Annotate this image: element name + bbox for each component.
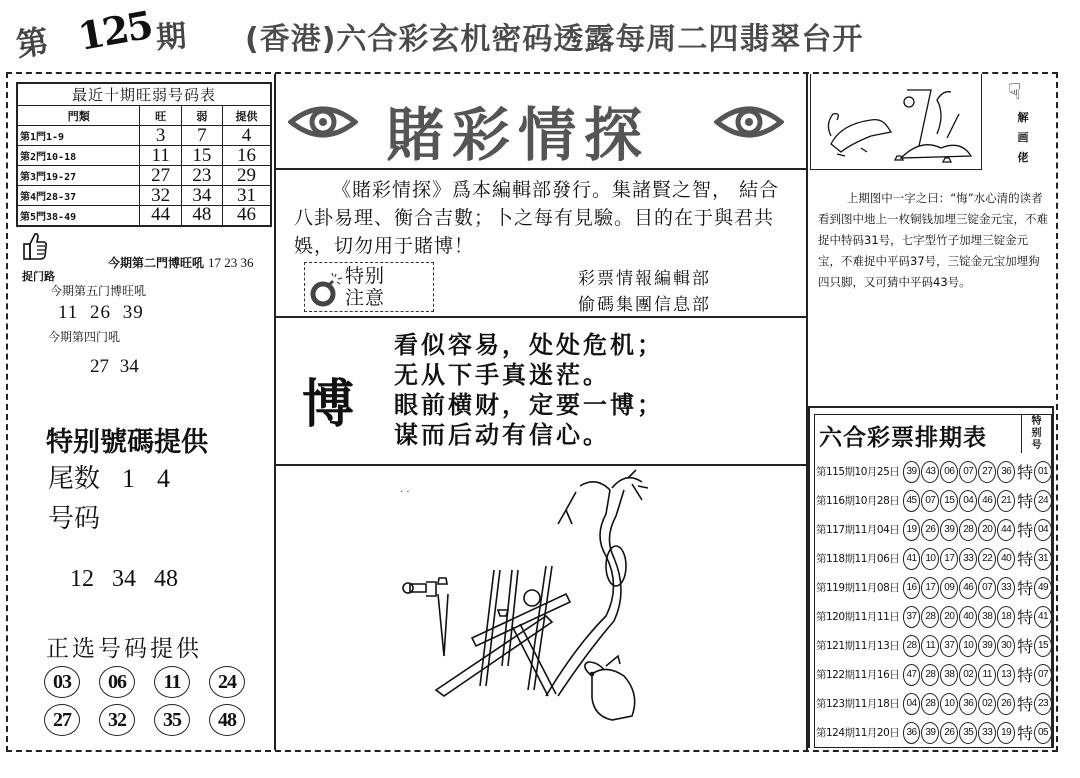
draw-ball: 26 <box>940 722 958 744</box>
page-header <box>0 0 1080 65</box>
draw-ball: 46 <box>978 490 996 512</box>
draw-ball: 19 <box>903 519 921 541</box>
pick-number: 35 <box>154 704 190 736</box>
draw-ball: 28 <box>921 606 939 628</box>
draw-ball: 19 <box>997 722 1015 744</box>
draw-ball: 28 <box>921 693 939 715</box>
special-marker: 特 <box>1017 463 1034 482</box>
draw-date: 第116期10月28日 <box>816 495 900 507</box>
draw-ball: 37 <box>903 606 921 628</box>
draw-ball: 26 <box>997 693 1015 715</box>
door-cell: 第1門1-9 <box>17 126 140 146</box>
door2-numbers: 17 23 36 <box>208 255 254 270</box>
draw-ball: 18 <box>997 606 1015 628</box>
hot-cell: 32 <box>140 186 181 206</box>
hot-cell: 27 <box>140 166 181 186</box>
draw-ball: 04 <box>903 693 921 715</box>
main-pick-grid <box>44 666 264 736</box>
draw-row <box>815 573 1053 602</box>
draw-ball: 11 <box>978 664 996 686</box>
eye-icon <box>714 102 784 142</box>
special-marker: 特 <box>1017 550 1034 569</box>
draw-schedule-table <box>814 414 1052 748</box>
draw-row <box>815 602 1053 631</box>
riddle-label-char: 解 <box>1017 111 1029 124</box>
notice-line: 特别 <box>345 265 386 287</box>
special-ball: 49 <box>1034 577 1052 599</box>
poem-line: 谋而后动有信心。 <box>394 421 610 449</box>
dog-bamboo-coin-drawing <box>811 74 981 168</box>
draw-ball: 10 <box>959 635 977 657</box>
special-marker: 特 <box>1017 521 1034 540</box>
draw-ball: 02 <box>978 693 996 715</box>
poem-line: 无从下手真迷茫。 <box>394 361 610 389</box>
draw-ball: 16 <box>903 577 921 599</box>
draw-row <box>815 631 1053 660</box>
door4-label: 今期第四门吼 <box>48 330 121 344</box>
special-marker: 特 <box>1017 579 1034 598</box>
cold-cell: 7 <box>181 126 222 146</box>
special-marker: 特 <box>1017 637 1034 656</box>
special-ball: 15 <box>1034 635 1052 657</box>
table-row <box>17 146 271 166</box>
special-number-header <box>1021 415 1051 453</box>
recent-hot-cold-table <box>16 82 272 227</box>
special-marker: 特 <box>1017 666 1034 685</box>
issue-number: 125 <box>74 1 155 60</box>
poem-big-char: 博 <box>302 374 355 435</box>
col-header-hot: 旺 <box>140 106 181 126</box>
door-cell: 第5門38-49 <box>17 206 140 226</box>
draw-ball: 26 <box>921 519 939 541</box>
cold-cell: 23 <box>181 166 222 186</box>
intro-text: 《賭彩情探》爲本編輯部發行。集諸賢之智， 結合八卦易理、衡合吉數；卜之每有見驗。目的在于與君共娛，切勿用于賭博！ <box>294 179 780 257</box>
table-row <box>17 206 271 226</box>
draw-row <box>815 718 1053 747</box>
page-title: (香港)六合彩玄机密码透露每周二四翡翠台开 <box>245 22 864 57</box>
riddle-answer-text: 上期图中一字之曰：“悔”水心清的读者看到图中地上一枚铜钱加埋三锭金元宝，不难捉中特码31号，七字型竹子加埋三锭金元宝，不难捉中平码37号，三锭金元宝加埋狗四只脚，又可猜中平码43号。 <box>818 191 1048 289</box>
draw-ball: 35 <box>959 722 977 744</box>
draw-ball: 04 <box>959 490 977 512</box>
draw-ball: 45 <box>903 490 921 512</box>
draw-ball: 39 <box>978 635 996 657</box>
hot-cell: 3 <box>140 126 181 146</box>
pick-number: 27 <box>44 704 80 736</box>
cold-cell: 34 <box>181 186 222 206</box>
riddle-label-char: 佬 <box>1017 151 1029 164</box>
draw-ball: 11 <box>921 635 939 657</box>
draw-row <box>815 457 1053 486</box>
draw-ball: 28 <box>903 635 921 657</box>
draw-row <box>815 660 1053 689</box>
eye-icon <box>288 102 358 142</box>
poem-section <box>276 318 808 466</box>
left-column <box>8 74 276 750</box>
table-caption: 最近十期旺弱号码表 <box>17 83 271 106</box>
provide-cell: 16 <box>222 146 271 166</box>
draw-ball: 44 <box>997 519 1015 541</box>
pick-number: 03 <box>44 666 80 698</box>
draw-ball: 10 <box>921 548 939 570</box>
notice-text <box>345 265 385 309</box>
draw-ball: 39 <box>940 519 958 541</box>
draw-ball: 07 <box>921 490 939 512</box>
draw-ball: 40 <box>959 606 977 628</box>
special-ball: 24 <box>1034 490 1052 512</box>
riddle-illustration <box>276 466 808 750</box>
hot-cell: 11 <box>140 146 181 166</box>
poem-line: 眼前横财，定要一博； <box>394 391 664 419</box>
special-ball: 23 <box>1034 693 1052 715</box>
table-row <box>17 126 271 146</box>
door2-label: 今期第二門博旺吼 <box>108 256 205 270</box>
draw-row <box>815 689 1053 718</box>
draw-ball: 20 <box>940 606 958 628</box>
svg-text:. .: . . <box>400 484 410 495</box>
riddle-image <box>810 74 982 170</box>
draw-ball: 07 <box>959 461 977 483</box>
header-qi: 期 <box>155 18 188 56</box>
right-column <box>808 74 1058 750</box>
draw-ball: 33 <box>959 548 977 570</box>
provide-cell: 29 <box>222 166 271 186</box>
draw-ball: 22 <box>978 548 996 570</box>
special-ball: 05 <box>1034 722 1052 744</box>
notice-line: 注意 <box>345 287 386 309</box>
number-label: 号码 <box>48 504 101 534</box>
special-header-char: 别 <box>1031 428 1042 439</box>
draw-ball: 36 <box>959 693 977 715</box>
riddle-label <box>1016 108 1030 168</box>
draw-ball: 17 <box>921 577 939 599</box>
draw-ball: 47 <box>903 664 921 686</box>
draw-date: 第119期11月08日 <box>816 582 900 594</box>
riddle-label-char: 画 <box>1017 131 1029 144</box>
draw-date: 第120期11月11日 <box>816 611 900 623</box>
draw-ball: 41 <box>903 548 921 570</box>
pick-number: 24 <box>209 666 245 698</box>
special-marker: 特 <box>1017 724 1034 743</box>
draw-ball: 10 <box>940 693 958 715</box>
tail-label: 尾数 <box>48 464 101 494</box>
draw-ball: 15 <box>940 490 958 512</box>
door2-tip <box>108 254 254 271</box>
col-header-door: 門類 <box>17 106 140 126</box>
draw-date: 第117期11月04日 <box>816 524 900 536</box>
special-notice-box <box>304 262 434 312</box>
special-numbers: 12 34 48 <box>70 566 178 592</box>
special-ball: 07 <box>1034 664 1052 686</box>
poem-lines <box>394 330 664 450</box>
provide-cell: 46 <box>222 206 271 226</box>
draw-ball: 21 <box>997 490 1015 512</box>
draw-ball: 27 <box>978 461 996 483</box>
special-number-title: 特别號碼提供 <box>46 427 208 458</box>
draw-ball: 40 <box>997 548 1015 570</box>
cold-cell: 48 <box>181 206 222 226</box>
tail-digits-row <box>48 458 170 495</box>
special-marker: 特 <box>1017 608 1034 627</box>
door5-numbers: 11 26 39 <box>58 302 144 323</box>
main-pick-title: 正选号码提供 <box>46 636 202 662</box>
poem-line: 看似容易，处处危机； <box>394 331 664 359</box>
table-row <box>17 166 271 186</box>
draw-ball: 13 <box>997 664 1015 686</box>
tail-value: 4 <box>157 464 171 493</box>
draw-ball: 46 <box>959 577 977 599</box>
draw-date: 第121期11月13日 <box>816 640 900 652</box>
bamboo-tree-rabbit-drawing <box>276 466 808 750</box>
draw-schedule-title: 六合彩票排期表 <box>819 425 987 451</box>
table-row <box>17 186 271 206</box>
hot-cell: 44 <box>140 206 181 226</box>
draw-ball: 36 <box>903 722 921 744</box>
draw-ball: 33 <box>997 577 1015 599</box>
special-ball: 41 <box>1034 606 1052 628</box>
dept-name: 彩票情報編輯部 <box>578 269 711 289</box>
draw-date: 第123期11月18日 <box>816 698 900 710</box>
draw-ball: 38 <box>940 664 958 686</box>
draw-ball: 36 <box>997 461 1015 483</box>
special-marker: 特 <box>1017 695 1034 714</box>
col-header-provide: 提供 <box>222 106 271 126</box>
draw-ball: 28 <box>959 519 977 541</box>
door4-numbers: 27 34 <box>90 356 139 377</box>
special-header-char: 号 <box>1031 440 1042 451</box>
special-ball: 01 <box>1034 461 1052 483</box>
provide-cell: 4 <box>222 126 271 146</box>
col-header-cold: 弱 <box>181 106 222 126</box>
intro-section <box>276 170 808 318</box>
provide-cell: 31 <box>222 186 271 206</box>
special-ball: 31 <box>1034 548 1052 570</box>
draw-date: 第115期10月25日 <box>816 466 900 478</box>
draw-date: 第124期11月20日 <box>816 727 900 739</box>
draw-row <box>815 486 1053 515</box>
cold-cell: 15 <box>181 146 222 166</box>
bomb-icon <box>309 273 343 307</box>
special-header-char: 特 <box>1031 416 1042 427</box>
thumbs-up-icon <box>22 232 62 265</box>
special-ball: 04 <box>1034 519 1052 541</box>
draw-ball: 06 <box>940 461 958 483</box>
dept-name: 偷碼集團信息部 <box>578 295 711 315</box>
draw-ball: 20 <box>978 519 996 541</box>
draw-ball: 28 <box>921 664 939 686</box>
draw-row <box>815 544 1053 573</box>
draw-ball: 39 <box>921 722 939 744</box>
draw-date: 第118期11月06日 <box>816 553 900 565</box>
banner-title: 賭彩情探 <box>386 101 651 169</box>
draw-ball: 17 <box>940 548 958 570</box>
draw-ball: 30 <box>997 635 1015 657</box>
door-cell: 第2門10-18 <box>17 146 140 166</box>
draw-ball: 37 <box>940 635 958 657</box>
draw-ball: 07 <box>978 577 996 599</box>
door5-label: 今期第五门博旺吼 <box>50 284 147 298</box>
draw-row <box>815 515 1053 544</box>
door-cell: 第3門19-27 <box>17 166 140 186</box>
pointing-hand-icon: ☟ <box>1008 80 1022 105</box>
door-cell: 第4門28-37 <box>17 186 140 206</box>
draw-ball: 38 <box>978 606 996 628</box>
pick-number: 06 <box>99 666 135 698</box>
pick-number: 48 <box>209 704 245 736</box>
banner <box>276 74 808 170</box>
draw-ball: 09 <box>940 577 958 599</box>
draw-date: 第122期11月16日 <box>816 669 900 681</box>
draw-ball: 33 <box>978 722 996 744</box>
tail-value: 1 <box>122 464 136 493</box>
pick-number: 32 <box>99 704 135 736</box>
draw-ball: 02 <box>959 664 977 686</box>
header-di: 第 <box>13 21 51 65</box>
draw-ball: 43 <box>921 461 939 483</box>
pick-number: 11 <box>154 666 190 698</box>
thumb-label: 捉门路 <box>22 270 55 283</box>
draw-rows <box>815 457 1053 747</box>
center-column <box>276 74 808 750</box>
special-marker: 特 <box>1017 492 1034 511</box>
draw-schedule-box <box>808 406 1054 748</box>
thumb-block <box>22 232 62 284</box>
draw-ball: 39 <box>903 461 921 483</box>
